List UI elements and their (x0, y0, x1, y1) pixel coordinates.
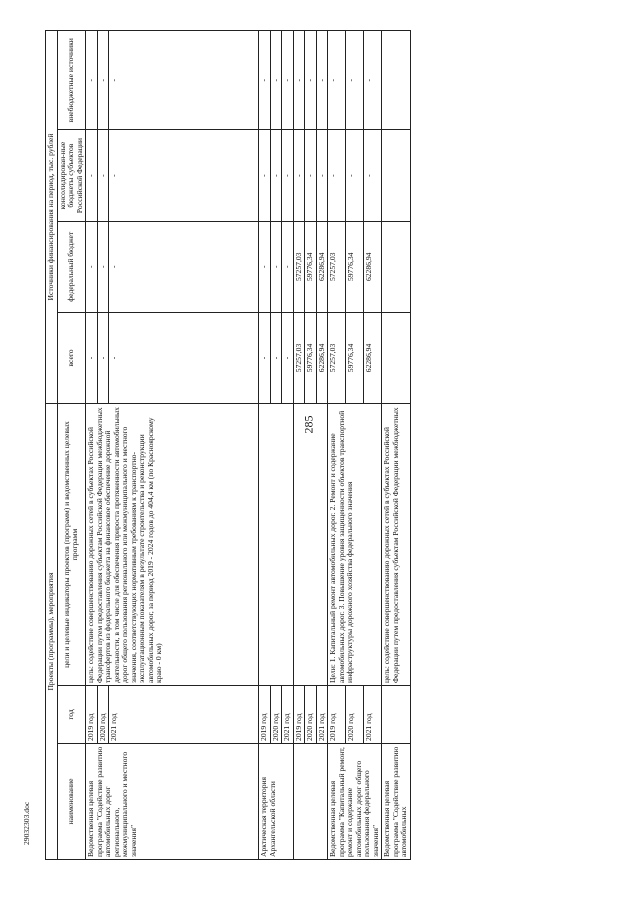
header-name: наименование (57, 743, 86, 859)
page-number: 285 (301, 415, 316, 434)
total-cell: - (282, 312, 294, 403)
total-cell: 57257,03 (293, 312, 305, 403)
regional-cell: - (328, 130, 346, 221)
regional-cell: - (259, 130, 271, 221)
regional-cell: - (109, 130, 259, 221)
header-year: год (57, 685, 86, 743)
extra-cell: - (293, 31, 305, 131)
total-cell: 62286,94 (364, 312, 382, 403)
federal-cell: - (270, 221, 282, 312)
total-cell: - (109, 312, 259, 403)
program-goals: цель: содействие совершенствованию дорожных сетей в субъектах Российской Федерации путем предоставления субъектам Российской Федерации межбюджетных трансфертов из федерального бюджета на финансовое обеспечение дорожной деятельности, в том числе для обеспечения прироста протяженности автомобильных дорог общего пользования регионального или межмуниципального и местного значения, соответствующих нормативным требованиям к транспортно-эксплуатационным показателям в результате строительства и реконструкции автомобильных дорог, за период 2019 - 2024 годов до 404,4 км (по Красноярскому краю - 0 км) (86, 404, 259, 686)
header-extra: внебюджетные источники (57, 31, 86, 131)
program-name (293, 743, 328, 859)
table-row (86, 31, 98, 860)
federal-cell: 62286,94 (364, 221, 382, 312)
year-cell: 2021 год (364, 685, 382, 743)
extra-cell (382, 31, 411, 131)
header-regional: консолидирован-ные бюджеты субъектов Российской Федерации (57, 130, 86, 221)
program-name: Ведомственная целевая программа "Капитальный ремонт, ремонт и содержание автомобильных дорог общего пользования федерального значения" (328, 743, 382, 859)
federal-cell: - (259, 221, 271, 312)
extra-cell: - (109, 31, 259, 131)
header-federal: федеральный бюджет (57, 221, 86, 312)
federal-cell: 62286,94 (316, 221, 328, 312)
table-row (259, 31, 271, 860)
program-name: Арктическая территория Архангельской области (259, 743, 294, 859)
total-cell: 57257,03 (328, 312, 346, 403)
federal-cell: - (97, 221, 109, 312)
federal-cell: - (86, 221, 98, 312)
year-cell: 2020 год (305, 685, 317, 743)
year-cell: 2020 год (346, 685, 364, 743)
year-cell: 2019 год (328, 685, 346, 743)
federal-cell: 57257,03 (328, 221, 346, 312)
year-cell (382, 685, 411, 743)
federal-cell: - (109, 221, 259, 312)
extra-cell: - (328, 31, 346, 131)
regional-cell: - (282, 130, 294, 221)
federal-cell: 59776,34 (305, 221, 317, 312)
year-cell: 2021 год (109, 685, 259, 743)
regional-cell: - (346, 130, 364, 221)
header-projects: Проекты (программы), мероприятия (46, 404, 58, 860)
table-row (328, 31, 346, 860)
extra-cell: - (364, 31, 382, 131)
total-cell (382, 312, 411, 403)
program-goals: цель: содействие совершенствованию дорожных сетей в субъектах Российской Федерации путем предоставления субъектам Российской Федерации межбюджетных (382, 404, 411, 686)
year-cell: 2021 год (282, 685, 294, 743)
total-cell: 62286,94 (316, 312, 328, 403)
regional-cell: - (293, 130, 305, 221)
federal-cell: - (282, 221, 294, 312)
program-goals (293, 404, 328, 686)
extra-cell: - (86, 31, 98, 131)
year-cell: 2019 год (259, 685, 271, 743)
regional-cell (382, 130, 411, 221)
year-cell: 2021 год (316, 685, 328, 743)
rotated-table-container (45, 30, 605, 860)
year-cell: 2020 год (270, 685, 282, 743)
table-row (293, 31, 305, 860)
total-cell: - (270, 312, 282, 403)
year-cell: 2019 год (293, 685, 305, 743)
total-cell: 59776,34 (346, 312, 364, 403)
funding-table (45, 30, 411, 860)
table-body (86, 31, 411, 860)
extra-cell: - (316, 31, 328, 131)
year-cell: 2019 год (86, 685, 98, 743)
federal-cell (382, 221, 411, 312)
program-goals: Цели: 1. Капитальный ремонт автомобильных дорог. 2. Ремонт и содержание автомобильных дорог. 3. Повышение уровня защищенности объектов транспортной инфраструктуры дорожного хозяйства федерального значения (328, 404, 382, 686)
federal-cell: 57257,03 (293, 221, 305, 312)
regional-cell: - (316, 130, 328, 221)
extra-cell: - (259, 31, 271, 131)
program-name: Ведомственная целевая программа "Содействие развитию автомобильных (382, 743, 411, 859)
regional-cell: - (305, 130, 317, 221)
document-id: 29032303.doc (22, 801, 31, 845)
extra-cell: - (282, 31, 294, 131)
header-funding: Источники финансирования на период, тыс. рублей (46, 31, 58, 404)
program-name: Ведомственная целевая программа "Содействие развитию автомобильных дорог регионального, межмуниципального и местного значения" (86, 743, 259, 859)
extra-cell: - (97, 31, 109, 131)
regional-cell: - (364, 130, 382, 221)
regional-cell: - (97, 130, 109, 221)
table-row (382, 31, 411, 860)
year-cell: 2020 год (97, 685, 109, 743)
header-total: всего (57, 312, 86, 403)
extra-cell: - (346, 31, 364, 131)
regional-cell: - (270, 130, 282, 221)
total-cell: - (86, 312, 98, 403)
total-cell: - (97, 312, 109, 403)
extra-cell: - (305, 31, 317, 131)
program-goals (259, 404, 294, 686)
extra-cell: - (270, 31, 282, 131)
federal-cell: 59776,34 (346, 221, 364, 312)
regional-cell: - (86, 130, 98, 221)
total-cell: - (259, 312, 271, 403)
header-goals: цели и целевые индикаторы проектов (программ) и ведомственных целевых программ (57, 404, 86, 686)
total-cell: 59776,34 (305, 312, 317, 403)
